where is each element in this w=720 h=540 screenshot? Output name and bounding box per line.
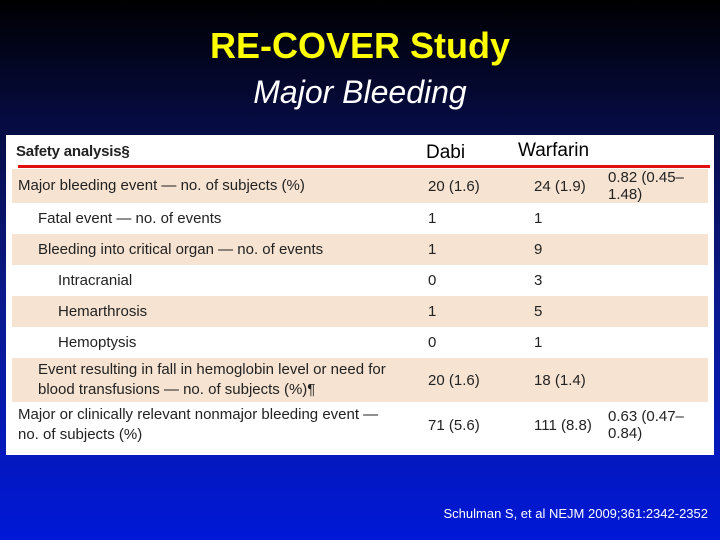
cell-hazard-ratio: 0.63 (0.47–0.84) xyxy=(608,408,684,442)
table-row xyxy=(12,358,708,402)
row-label: Fatal event — no. of events xyxy=(38,209,222,227)
table-row xyxy=(12,296,708,327)
section-label: Safety analysis§ xyxy=(16,143,130,160)
cell-dabi: 0 xyxy=(428,272,437,289)
row-label: Hemarthrosis xyxy=(12,296,420,327)
slide-subtitle: Major Bleeding xyxy=(253,74,467,110)
cell-warfarin: 1 xyxy=(534,210,543,227)
slide-title: RE-COVER Study xyxy=(209,25,511,66)
cell-hazard-ratio xyxy=(608,296,708,327)
cell-hazard-ratio xyxy=(608,265,708,296)
row-label: Major bleeding event — no. of subjects (%) xyxy=(12,169,420,203)
cell-warfarin: 3 xyxy=(534,272,543,289)
table-row xyxy=(12,327,708,358)
row-label: Intracranial xyxy=(58,271,133,289)
cell-dabi: 20 (1.6) xyxy=(420,358,526,402)
cell-hazard-ratio xyxy=(608,203,708,234)
cell-hazard-ratio xyxy=(608,358,708,402)
cell-dabi: 1 xyxy=(428,210,437,227)
row-label: Bleeding into critical organ — no. of events xyxy=(12,234,420,265)
header-underline xyxy=(18,165,710,168)
table-row xyxy=(12,234,708,265)
cell-warfarin: 18 (1.4) xyxy=(526,358,608,402)
table-header xyxy=(6,135,714,169)
column-header-dabi: Dabi xyxy=(426,142,466,163)
citation: Schulman S, et al NEJM 2009;361:2342-2352 xyxy=(443,506,708,521)
cell-warfarin: 5 xyxy=(526,296,608,327)
cell-dabi: 0 xyxy=(428,334,437,351)
bleeding-table xyxy=(12,169,708,448)
row-label: Hemoptysis xyxy=(58,333,137,351)
cell-dabi: 1 xyxy=(420,234,526,265)
cell-warfarin: 1 xyxy=(534,334,543,351)
row-label: Event resulting in fall in hemoglobin level or need for blood transfusions — no. of subjects (%)¶ xyxy=(12,358,420,402)
cell-warfarin: 9 xyxy=(526,234,608,265)
cell-warfarin: 24 (1.9) xyxy=(526,169,608,203)
row-label: Major or clinically relevant nonmajor bleeding event — no. of subjects (%) xyxy=(18,406,379,443)
cell-dabi: 20 (1.6) xyxy=(420,169,526,203)
cell-hazard-ratio xyxy=(608,327,708,358)
cell-dabi: 71 (5.6) xyxy=(428,416,480,434)
results-table-panel xyxy=(6,135,714,455)
cell-hazard-ratio xyxy=(608,234,708,265)
table-row xyxy=(12,402,708,448)
column-header-warfarin: Warfarin xyxy=(518,140,590,161)
table-row xyxy=(12,203,708,234)
cell-dabi: 1 xyxy=(420,296,526,327)
table-row xyxy=(12,169,708,203)
cell-hazard-ratio: 0.82 (0.45–1.48) xyxy=(608,169,708,203)
cell-warfarin: 111 (8.8) xyxy=(534,416,592,434)
table-row xyxy=(12,265,708,296)
